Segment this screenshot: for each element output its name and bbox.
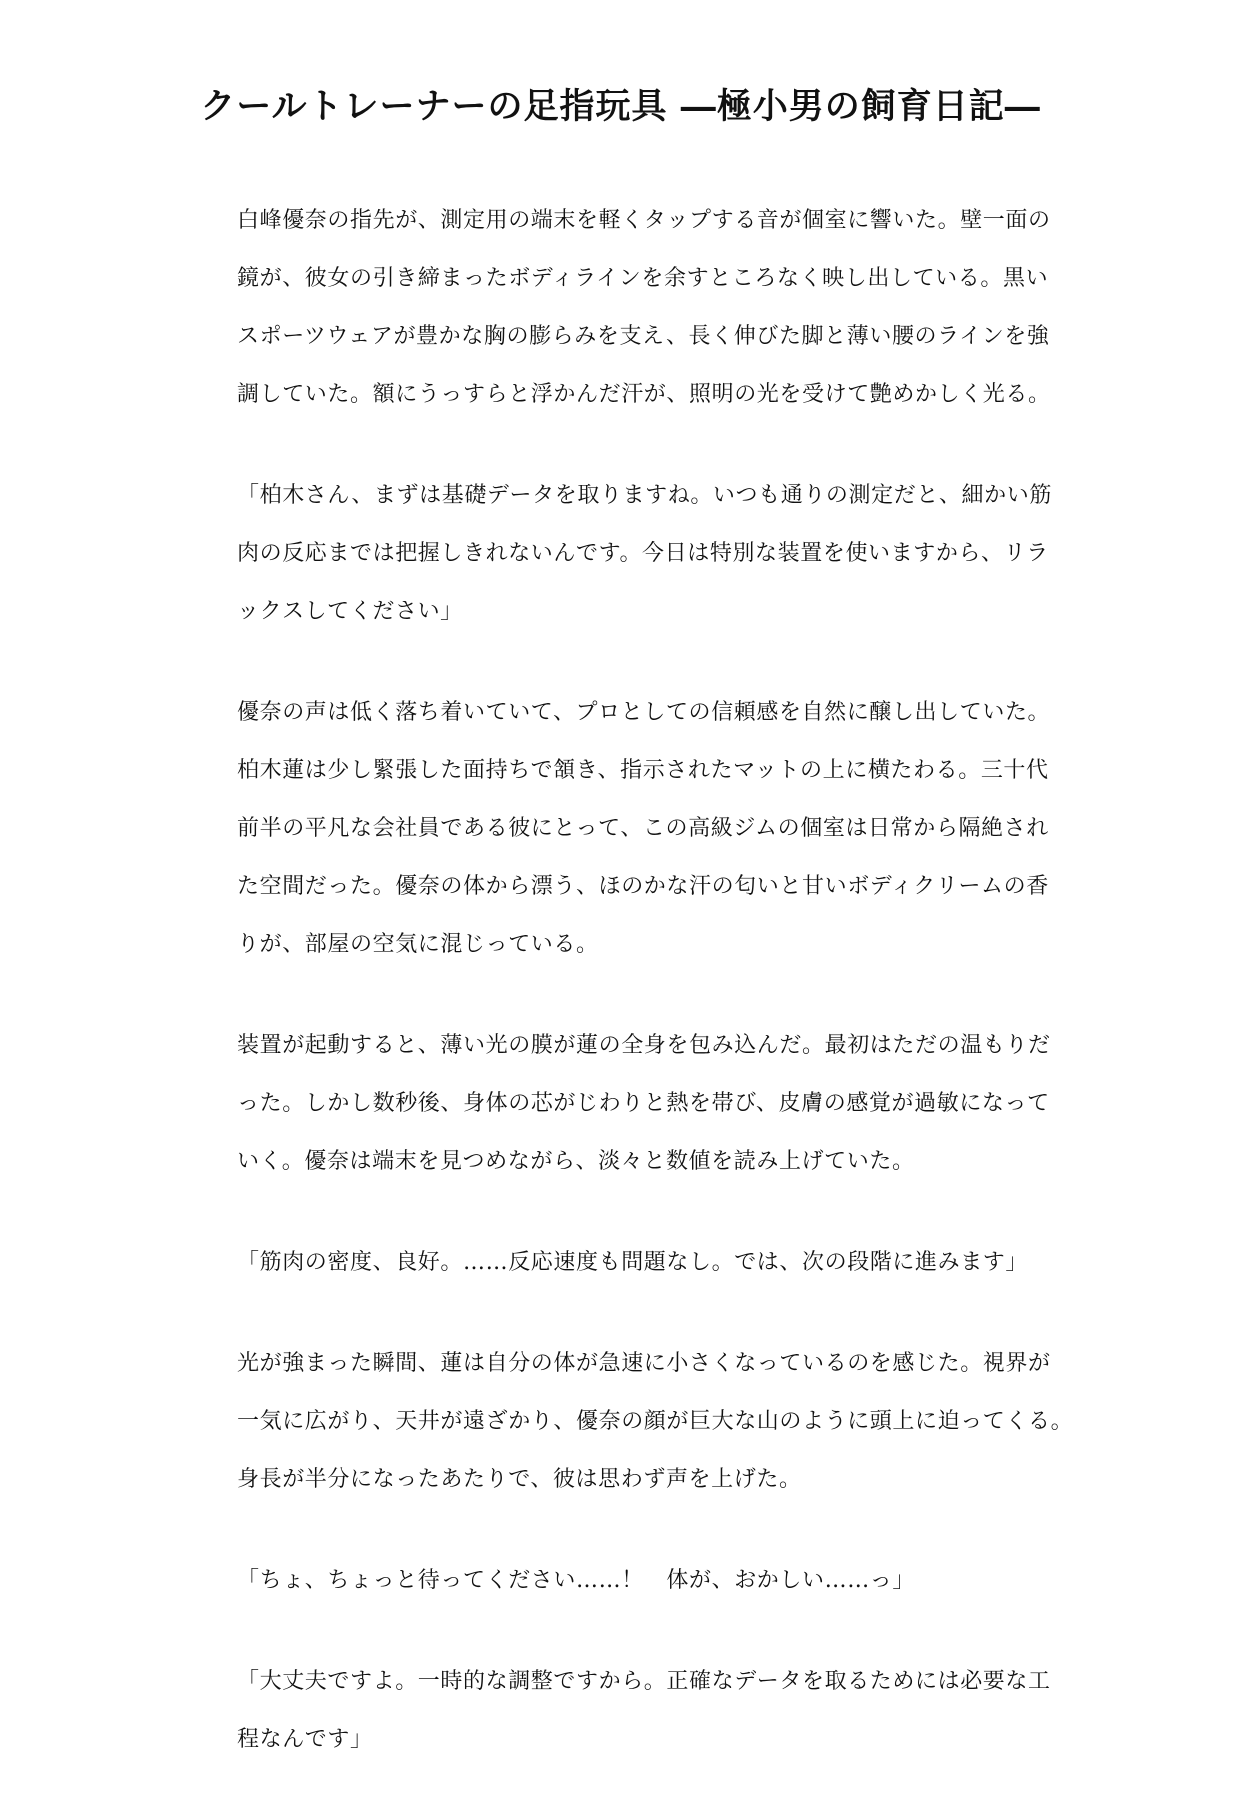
text-line: 白峰優奈の指先が、測定用の端末を軽くタップする音が個室に響いた。壁一面の bbox=[237, 208, 1051, 233]
paragraph-5 bbox=[237, 1234, 1077, 1292]
text-line: 装置が起動すると、薄い光の膜が蓮の全身を包み込んだ。最初はただの温もりだ bbox=[237, 1033, 1051, 1058]
paragraph-4 bbox=[237, 1017, 1077, 1191]
text-line: た空間だった。優奈の体から漂う、ほのかな汗の匂いと甘いボディクリームの香 bbox=[237, 874, 1049, 899]
text-line: 「ちょ、ちょっと待ってください……！ 体が、おかしい……っ」 bbox=[237, 1568, 916, 1593]
paragraph-6 bbox=[237, 1335, 1077, 1509]
text-line: ックスしてください」 bbox=[237, 599, 463, 624]
text-line: 「筋肉の密度、良好。……反応速度も問題なし。では、次の段階に進みます」 bbox=[237, 1250, 1029, 1275]
paragraph-1 bbox=[237, 192, 1077, 424]
text-line: 程なんです」 bbox=[237, 1727, 373, 1752]
text-line: 身長が半分になったあたりで、彼は思わず声を上げた。 bbox=[237, 1467, 802, 1492]
document-title: クールトレーナーの足指玩具 ―極小男の飼育日記― bbox=[200, 86, 1041, 127]
text-line: 調していた。額にうっすらと浮かんだ汗が、照明の光を受けて艶めかしく光る。 bbox=[237, 382, 1051, 407]
paragraph-2 bbox=[237, 467, 1077, 641]
text-line: 優奈の声は低く落ち着いていて、プロとしての信頼感を自然に醸し出していた。 bbox=[237, 700, 1051, 725]
paragraph-7 bbox=[237, 1552, 1077, 1610]
text-line: 「大丈夫ですよ。一時的な調整ですから。正確なデータを取るためには必要な工 bbox=[237, 1669, 1051, 1694]
text-line: った。しかし数秒後、身体の芯がじわりと熱を帯び、皮膚の感覚が過敏になって bbox=[237, 1091, 1050, 1116]
paragraph-8 bbox=[237, 1653, 1077, 1769]
text-line: 鏡が、彼女の引き締まったボディラインを余すところなく映し出している。黒い bbox=[237, 266, 1049, 291]
text-line: 肉の反応までは把握しきれないんです。今日は特別な装置を使いますから、リラ bbox=[237, 541, 1049, 566]
text-line: 柏木蓮は少し緊張した面持ちで頷き、指示されたマットの上に横たわる。三十代 bbox=[237, 758, 1049, 783]
paragraph-3 bbox=[237, 684, 1077, 974]
text-line: 「柏木さん、まずは基礎データを取りますね。いつも通りの測定だと、細かい筋 bbox=[237, 483, 1052, 508]
text-line: 前半の平凡な会社員である彼にとって、この高級ジムの個室は日常から隔絶され bbox=[237, 816, 1049, 841]
text-line: 一気に広がり、天井が遠ざかり、優奈の顔が巨大な山のように頭上に迫ってくる。 bbox=[237, 1409, 1074, 1434]
text-line: スポーツウェアが豊かな胸の膨らみを支え、長く伸びた脚と薄い腰のラインを強 bbox=[237, 324, 1050, 349]
text-line: りが、部屋の空気に混じっている。 bbox=[237, 932, 599, 957]
text-line: いく。優奈は端末を見つめながら、淡々と数値を読み上げていた。 bbox=[237, 1149, 915, 1174]
document-body bbox=[237, 192, 1077, 1812]
text-line: 光が強まった瞬間、蓮は自分の体が急速に小さくなっているのを感じた。視界が bbox=[237, 1351, 1051, 1376]
